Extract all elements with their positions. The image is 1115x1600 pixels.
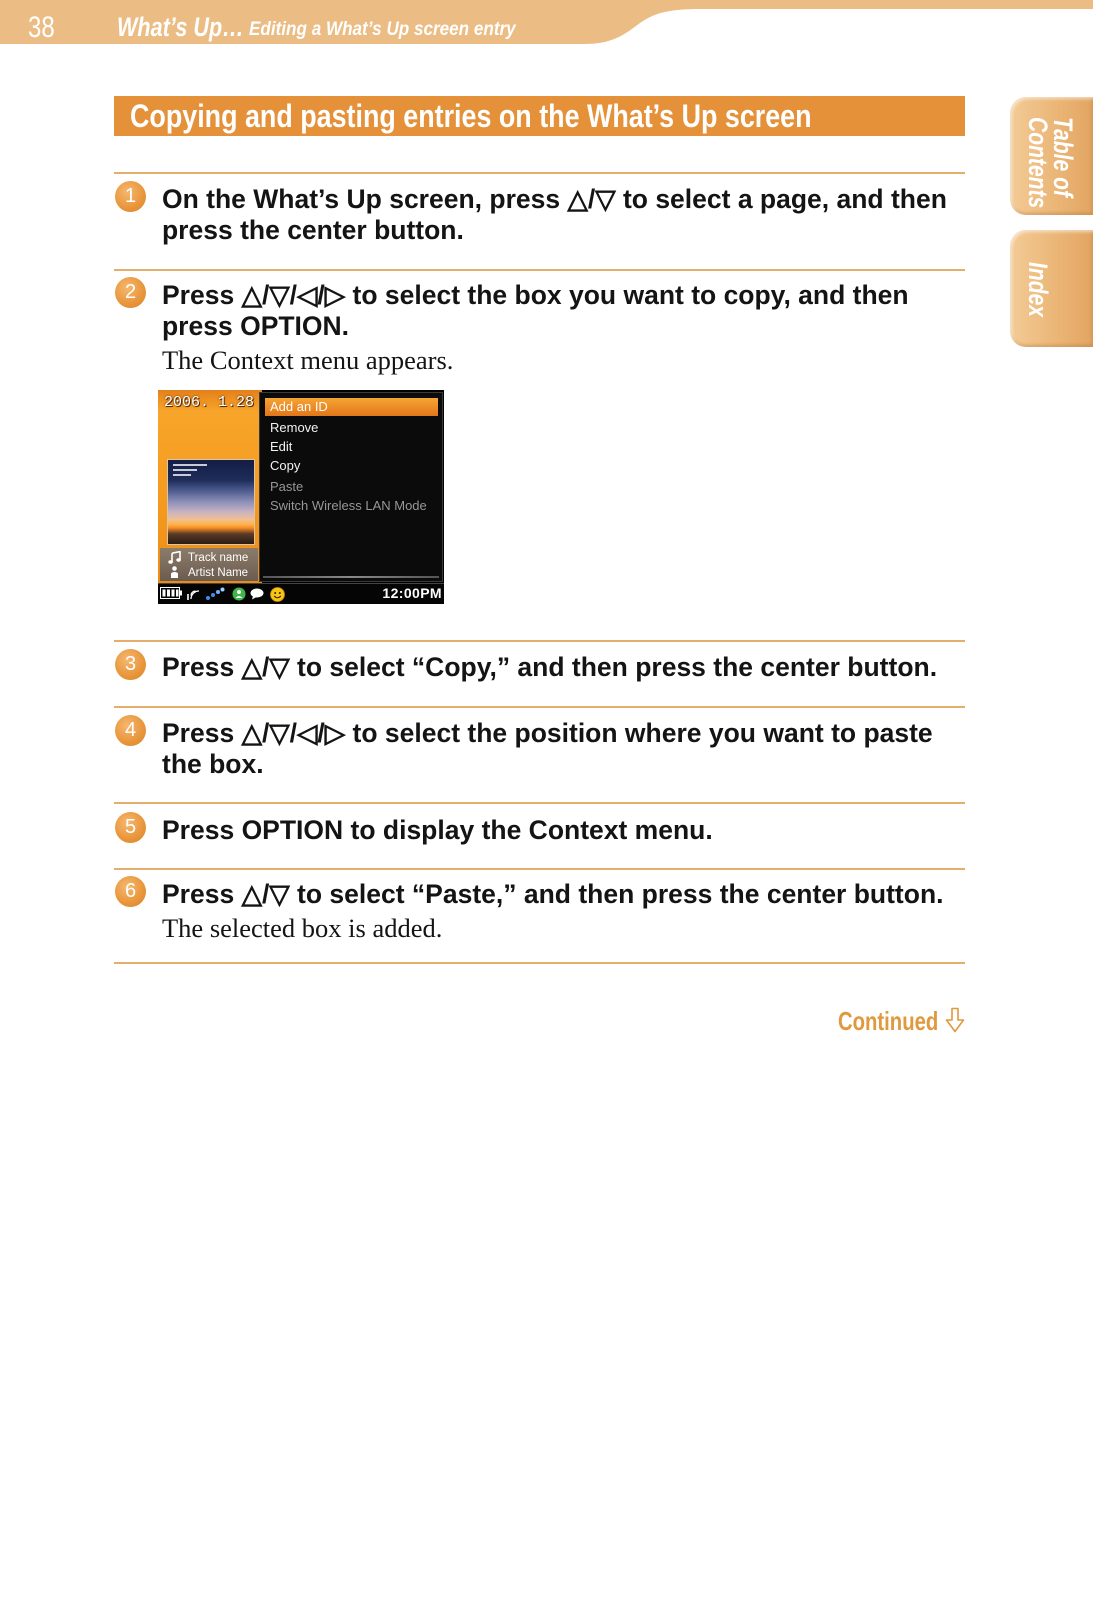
photo-caption-line	[173, 464, 207, 466]
divider	[114, 269, 965, 271]
context-menu-item-remove: Remove	[270, 420, 319, 435]
photo-caption-line	[173, 469, 197, 471]
step-instruction: Press △/▽ to select “Copy,” and then press the center button.	[162, 652, 938, 682]
divider	[114, 706, 965, 708]
step-instruction: Press △/▽ to select “Paste,” and then press the center button.	[162, 879, 944, 909]
header-section-title: What’s Up…	[117, 12, 244, 42]
context-menu-item-switch-wireless-lan-mode: Switch Wireless LAN Mode	[270, 498, 427, 513]
continued-label: Continued	[838, 1006, 939, 1036]
step-instruction: Press △/▽/◁/▷ to select the position where you want to paste the box.	[162, 718, 933, 779]
artist-name: Artist Name	[188, 566, 249, 579]
tab-table-of-contents[interactable]	[1010, 97, 1093, 215]
photo-caption-line	[173, 474, 191, 476]
divider	[114, 868, 965, 870]
tab-label-line: Index	[1023, 262, 1053, 318]
device-clock: 12:00PM	[382, 585, 442, 601]
emoticon-icon	[270, 587, 285, 602]
divider	[114, 962, 965, 964]
step-3	[114, 652, 965, 683]
divider	[114, 802, 965, 804]
step-5	[114, 815, 965, 846]
track-name: Track name	[188, 551, 249, 564]
section-heading: Copying and pasting entries on the What’s Up screen	[130, 98, 812, 134]
header-subsection-title: Editing a What’s Up screen entry	[249, 19, 516, 40]
network-icon	[205, 587, 225, 601]
device-screenshot	[158, 390, 444, 604]
step-2	[114, 280, 965, 376]
tab-label-line: Contents	[1023, 117, 1053, 209]
divider	[114, 640, 965, 642]
signal-strength-icon	[186, 586, 202, 601]
context-menu-item-edit: Edit	[270, 439, 293, 454]
tab-index-label	[1023, 262, 1053, 318]
message-icon	[250, 588, 264, 600]
step-1	[114, 184, 965, 246]
context-menu-scrollbar	[263, 576, 439, 578]
step-4	[114, 718, 965, 780]
step-number-badge: 3	[115, 649, 146, 680]
down-arrow-icon	[945, 1007, 965, 1033]
page-number: 38	[28, 11, 55, 44]
divider	[114, 172, 965, 174]
status-bar	[158, 583, 444, 604]
context-menu-item-paste: Paste	[270, 479, 304, 494]
tab-index[interactable]	[1010, 230, 1093, 347]
battery-icon	[160, 587, 182, 599]
context-menu	[259, 392, 443, 582]
device-date: 2006. 1.28	[164, 394, 255, 411]
step-result: The Context menu appears.	[162, 345, 454, 375]
now-playing-box	[160, 548, 258, 581]
step-number-badge: 1	[115, 181, 146, 212]
photo-box	[167, 459, 255, 545]
person-icon	[170, 566, 179, 578]
step-number-badge: 2	[115, 277, 146, 308]
step-instruction: Press OPTION to display the Context menu.	[162, 815, 713, 845]
section-heading-bar	[114, 96, 965, 136]
context-menu-item-copy: Copy	[270, 458, 301, 473]
step-6	[114, 879, 965, 944]
tab-label-line: Table of	[1048, 117, 1078, 197]
step-instruction: Press △/▽/◁/▷ to select the box you want to copy, and then press OPTION.	[162, 280, 909, 341]
step-instruction: On the What’s Up screen, press △/▽ to select a page, and then press the center button.	[162, 184, 947, 245]
online-status-icon	[232, 587, 246, 601]
music-note-icon	[168, 551, 181, 564]
context-menu-item-add-an-id: Add an ID	[265, 398, 438, 416]
step-number-badge: 5	[115, 812, 146, 843]
step-number-badge: 6	[115, 876, 146, 907]
tab-table-of-contents-label	[1023, 117, 1078, 209]
step-result: The selected box is added.	[162, 913, 443, 943]
step-number-badge: 4	[115, 715, 146, 746]
